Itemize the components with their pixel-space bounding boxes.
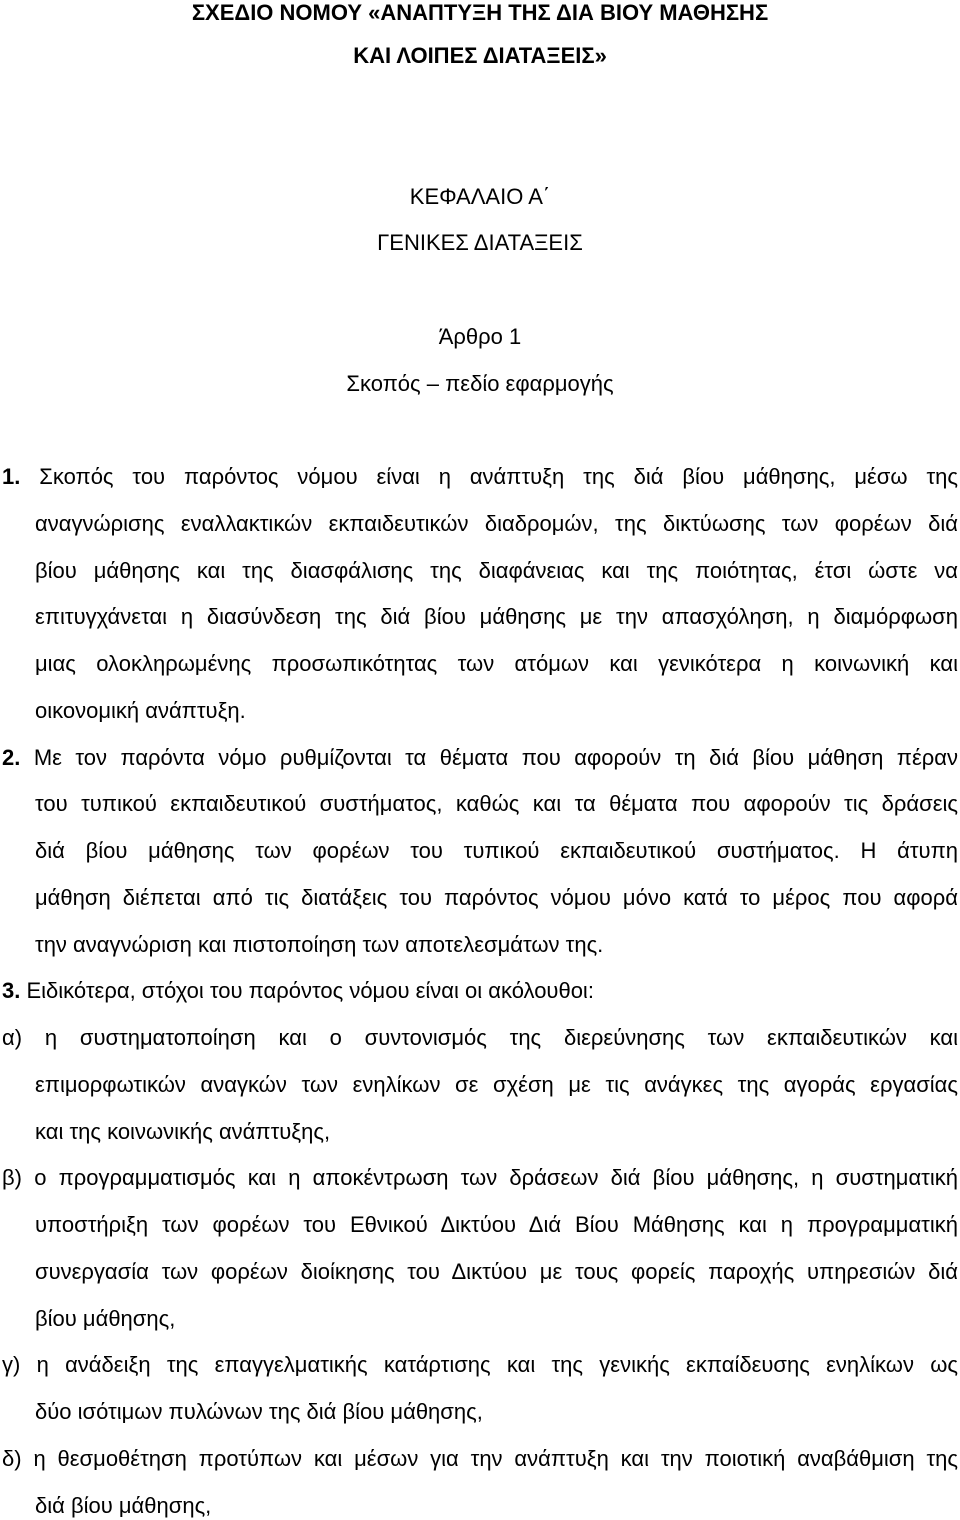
article-label: Άρθρο 1 — [438, 324, 522, 349]
article-body — [2, 464, 958, 1519]
article-title: Σκοπός – πεδίο εφαρμογής — [346, 371, 614, 396]
paragraph-3 — [2, 978, 958, 1518]
list-item-gamma — [2, 1352, 958, 1425]
chapter-label: ΚΕΦΑΛΑΙΟ Α΄ — [409, 184, 551, 209]
list-item-letter: δ) — [2, 1445, 22, 1471]
list-item-letter: γ) — [2, 1352, 21, 1378]
paragraph-text: Ειδικότερα, στόχοι του παρόντος νόμου είναι οι ακόλουθοι: — [26, 978, 594, 1004]
paragraph-line: βίου μάθησης και της διασφάλισης της διαφάνειας και της ποιότητας, έτσι ώστε να — [35, 557, 958, 583]
list-item-text: η ανάδειξη της επαγγελματικής κατάρτισης και της γενικής εκπαίδευσης ενηλίκων ως — [36, 1352, 958, 1378]
paragraph-line — [2, 464, 958, 490]
paragraph-line: διά βίου μάθησης των φορέων του τυπικού εκπαιδευτικού συστήματος. Η άτυπη — [35, 838, 958, 863]
list-item-alpha — [2, 1025, 958, 1145]
paragraph-number: 2. — [2, 744, 21, 770]
list-item-line: δύο ισότιμων πυλώνων της διά βίου μάθησης, — [35, 1399, 483, 1424]
list-item-line — [2, 1025, 958, 1051]
list-item-line — [2, 1446, 958, 1472]
document-title-line: ΣΧΕΔΙΟ ΝΟΜΟΥ «ΑΝΑΠΤΥΞΗ ΤΗΣ ΔΙΑ ΒΙΟΥ ΜΑΘΗΣΗΣ — [191, 0, 769, 25]
list-item-line: και της κοινωνικής ανάπτυξης, — [35, 1118, 331, 1144]
list-item-line — [2, 1165, 958, 1191]
list-item-delta — [2, 1446, 958, 1519]
chapter-title: ΓΕΝΙΚΕΣ ΔΙΑΤΑΞΕΙΣ — [377, 230, 583, 255]
paragraph-line: του τυπικού εκπαιδευτικού συστήματος, καθώς και τα θέματα που αφορούν τις δράσεις — [35, 791, 958, 817]
paragraph-line: την αναγνώριση και πιστοποίηση των αποτελεσμάτων της. — [35, 931, 604, 957]
paragraph-line: αναγνώρισης εναλλακτικών εκπαιδευτικών διαδρομών, της δικτύωσης των φορέων διά — [35, 510, 958, 536]
list-item-line — [2, 1352, 958, 1378]
list-item-text: η συστηματοποίηση και ο συντονισμός της διερεύνησης των εκπαιδευτικών και — [44, 1025, 958, 1050]
paragraph-line: μιας ολοκληρωμένης προσωπικότητας των ατόμων και γενικότερα η κοινωνική και — [35, 651, 958, 676]
list-item-line: διά βίου μάθησης, — [35, 1492, 212, 1518]
paragraph-1 — [2, 464, 958, 724]
paragraph-line — [2, 745, 958, 771]
paragraph-text: Με τον παρόντα νόμο ρυθμίζονται τα θέματα που αφορούν τη διά βίου μάθηση πέραν — [33, 744, 958, 770]
list-item-text: ο προγραμματισμός και η αποκέντρωση των δράσεων διά βίου μάθησης, η συστηματική — [34, 1165, 958, 1191]
list-item-beta — [2, 1165, 958, 1331]
list-item-text: η θεσμοθέτηση προτύπων και μέσων για την ανάπτυξη και την ποιοτική αναβάθμιση της — [33, 1445, 958, 1471]
list-item-line: βίου μάθησης, — [35, 1305, 176, 1331]
paragraph-text: Σκοπός του παρόντος νόμου είναι η ανάπτυξη της διά βίου μάθησης, μέσω της — [39, 464, 958, 489]
list-item-letter: α) — [2, 1025, 23, 1050]
document-title-line: ΚΑΙ ΛΟΙΠΕΣ ΔΙΑΤΑΞΕΙΣ» — [353, 43, 607, 68]
list-item-line: επιμορφωτικών αναγκών των ενηλίκων σε σχέση με τις ανάγκες της αγοράς εργασίας — [35, 1071, 958, 1097]
paragraph-number: 1. — [2, 464, 21, 489]
paragraph-line — [2, 978, 958, 1004]
list-item-line: συνεργασία των φορέων διοίκησης του Δικτύου με τους φορείς παροχής υπηρεσιών διά — [35, 1258, 958, 1284]
paragraph-number: 3. — [2, 978, 21, 1004]
list-item-line: υποστήριξη των φορέων του Εθνικού Δικτύου Διά Βίου Μάθησης και η προγραμματική — [35, 1212, 958, 1237]
paragraph-2 — [2, 745, 958, 958]
paragraph-line: επιτυγχάνεται η διασύνδεση της διά βίου μάθησης με την απασχόληση, η διαμόρφωση — [35, 604, 958, 630]
paragraph-line: οικονομική ανάπτυξη. — [35, 697, 246, 723]
list-item-letter: β) — [2, 1165, 22, 1191]
paragraph-line: μάθηση διέπεται από τις διατάξεις του παρόντος νόμου μόνο κατά το μέρος που αφορά — [35, 884, 958, 910]
